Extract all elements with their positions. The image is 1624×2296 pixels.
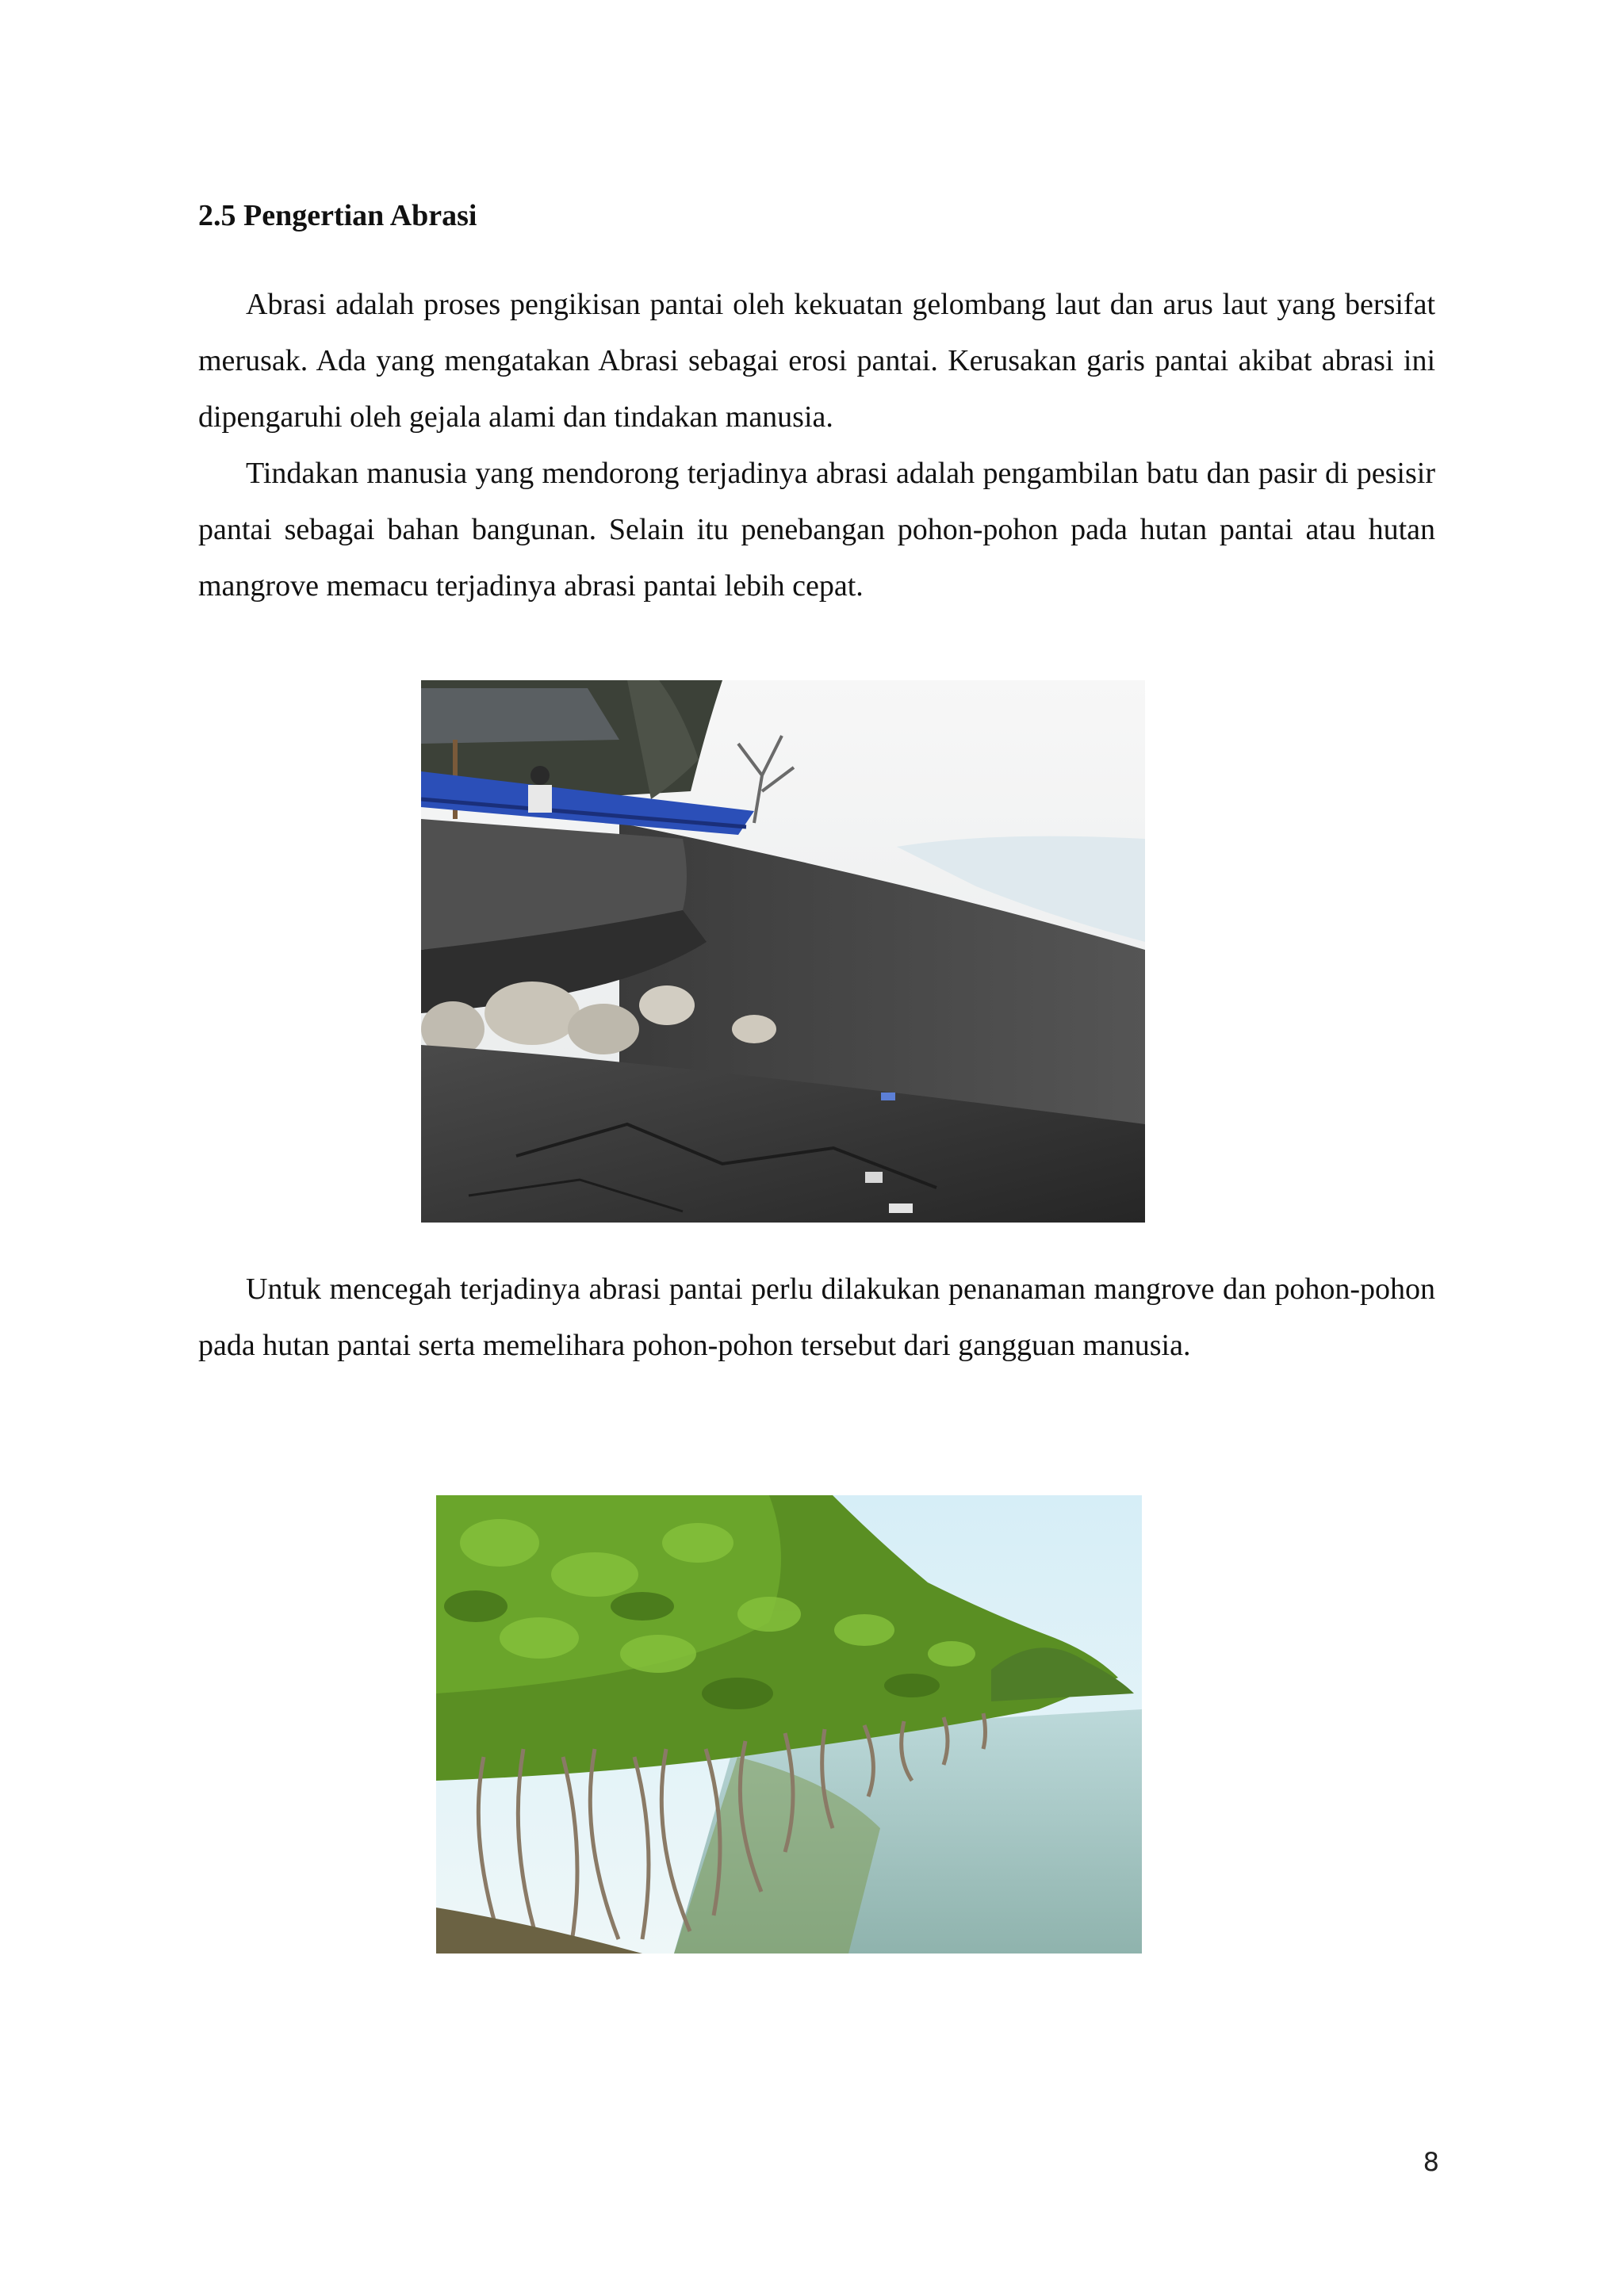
paragraph-definition: Abrasi adalah proses pengikisan pantai oleh kekuatan gelombang laut dan arus laut yang bersifat merusak. Ada yang mengatakan Abrasi sebagai erosi pantai. Kerusakan garis pantai akibat abrasi ini dipengaruhi oleh gejala alami dan tindakan manusia. [198,288,1435,434]
mangrove-photo [436,1495,1142,1954]
paragraph-human-causes: Tindakan manusia yang mendorong terjadinya abrasi adalah pengambilan batu dan pasir di pesisir pantai sebagai bahan bangunan. Selain itu penebangan pohon-pohon pada hutan pantai atau hutan mangrove memacu terjadinya abrasi pantai lebih cepat. [198,457,1435,603]
section-heading: 2.5 Pengertian Abrasi [198,199,477,232]
paragraph-prevention: Untuk mencegah terjadinya abrasi pantai perlu dilakukan penanaman mangrove dan pohon-pohon pada hutan pantai serta memelihara pohon-pohon tersebut dari gangguan manusia. [198,1272,1435,1362]
abrasion-photo [421,680,1145,1223]
page-number: 8 [1423,2147,1439,2177]
